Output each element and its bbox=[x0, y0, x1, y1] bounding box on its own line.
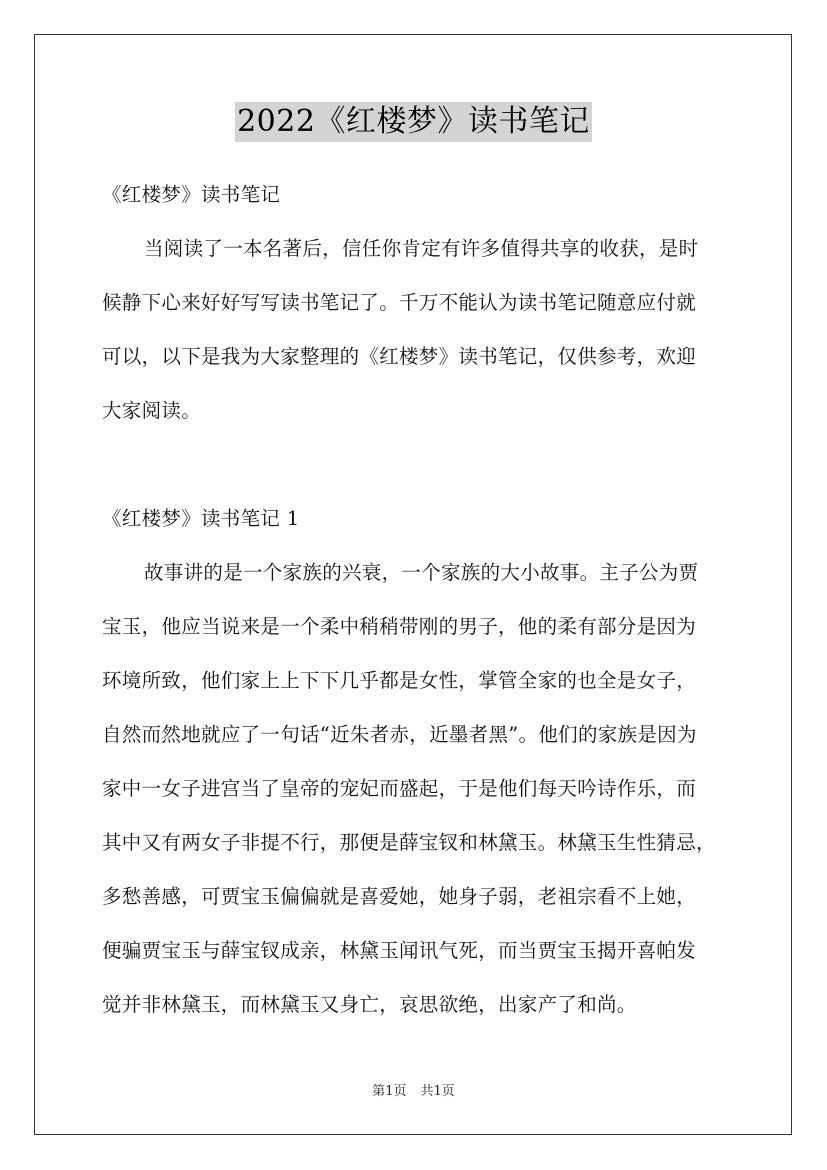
paragraph-line: 可以，以下是我为大家整理的《红楼梦》读书笔记，仅供参考，欢迎 bbox=[102, 345, 697, 368]
page-number: 第1页 bbox=[372, 1084, 407, 1099]
section-heading: 《红楼梦》读书笔记 1 bbox=[102, 507, 300, 530]
paragraph-line: 宝玉，他应当说来是一个柔中稍稍带刚的男子，他的柔有部分是因为 bbox=[102, 615, 697, 638]
paragraph-line: 其中又有两女子非提不行，那便是薛宝钗和林黛玉。林黛玉生性猜忌， bbox=[102, 831, 716, 854]
paragraph-line: 家中一女子进宫当了皇帝的宠妃而盛起，于是他们每天吟诗作乐，而 bbox=[102, 777, 697, 800]
document-title: 2022《红楼梦》读书笔记 bbox=[235, 102, 592, 142]
intro-paragraph bbox=[102, 222, 742, 438]
page-total: 共1页 bbox=[420, 1084, 455, 1099]
paragraph-line: 候静下心来好好写写读书笔记了。千万不能认为读书笔记随意应付就 bbox=[102, 291, 697, 314]
paragraph-line: 大家阅读。 bbox=[102, 399, 202, 422]
body-paragraph bbox=[102, 546, 742, 1032]
paragraph-line: 自然而然地就应了一句话“近朱者赤，近墨者黑”。他们的家族是因为 bbox=[102, 723, 697, 746]
paragraph-line: 便骗贾宝玉与薛宝钗成亲，林黛玉闻讯气死，而当贾宝玉揭开喜帕发 bbox=[102, 939, 697, 962]
paragraph-line: 多愁善感，可贾宝玉偏偏就是喜爱她，她身子弱，老祖宗看不上她， bbox=[102, 885, 697, 908]
page-footer bbox=[0, 1083, 827, 1101]
document-body bbox=[102, 168, 742, 1032]
paragraph-line: 当阅读了一本名著后，信任你肯定有许多值得共享的收获，是时 bbox=[144, 237, 699, 260]
subtitle: 《红楼梦》读书笔记 bbox=[102, 183, 281, 206]
blank-line bbox=[102, 438, 742, 492]
title-container bbox=[0, 102, 827, 142]
paragraph-line: 觉并非林黛玉，而林黛玉又身亡，哀思欲绝，出家产了和尚。 bbox=[102, 993, 637, 1016]
paragraph-line: 环境所致，他们家上上下下几乎都是女性，掌管全家的也全是女子， bbox=[102, 669, 697, 692]
paragraph-line: 故事讲的是一个家族的兴衰，一个家族的大小故事。主子公为贾 bbox=[144, 561, 699, 584]
